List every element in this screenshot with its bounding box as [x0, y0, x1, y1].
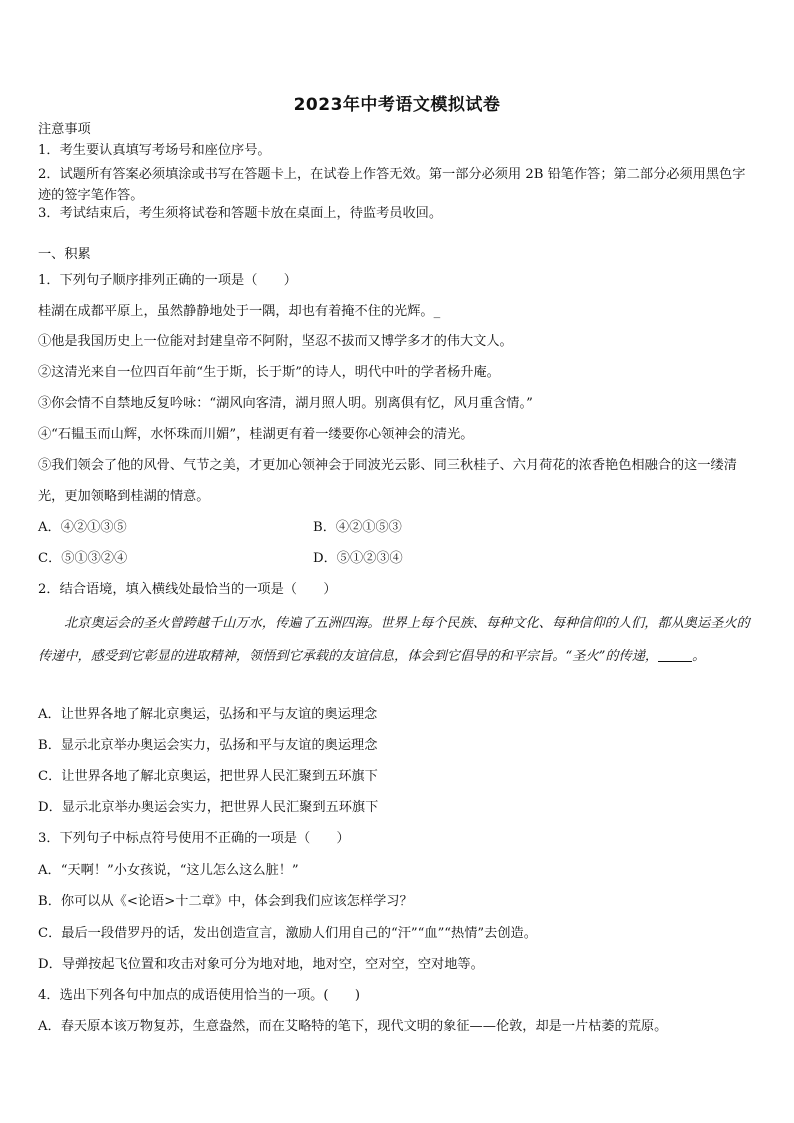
q1-sentence-2: ②这清光来自一位四百年前“生于斯，长于斯”的诗人，明代中叶的学者杨升庵。 [38, 365, 500, 380]
q2-option-a: A．让世界各地了解北京奥运，弘扬和平与友谊的奥运理念 [38, 707, 378, 722]
q2-passage-end: 。 [692, 649, 706, 664]
q1-sentence-3: ③你会情不自禁地反复吟咏：“湖风向客清，湖月照人明。别离俱有忆，风月重含情。” [38, 396, 533, 411]
q1-option-a: A．④②①③⑤ [38, 520, 127, 535]
answer-blank [658, 649, 692, 662]
notice-heading: 注意事项 [38, 122, 91, 137]
q3-option-d: D．导弹按起飞位置和攻击对象可分为地对地，地对空，空对空，空对地等。 [38, 957, 484, 972]
q4-option-a: A．春天原本该万物复苏，生意盎然，而在艾略特的笔下，现代文明的象征——伦敦，却是一片枯萎的荒原。 [38, 1019, 668, 1034]
notice-item-3: 3．考试结束后，考生须将试卷和答题卡放在桌面上，待监考员收回。 [38, 206, 443, 221]
q1-option-d: D．⑤①②③④ [313, 551, 403, 566]
q2-option-d: D．显示北京举办奥运会实力，把世界人民汇聚到五环旗下 [38, 800, 379, 815]
q2-stem: 2．结合语境，填入横线处最恰当的一项是（ ） [38, 582, 337, 597]
notice-item-2: 2．试题所有答案必须填涂或书写在答题卡上，在试卷上作答无效。第一部分必须用 2B 铅笔作答；第二部分必须用黑色字迹的签字笔作答。 [38, 167, 746, 203]
q1-option-b: B．④②①⑤③ [313, 520, 402, 535]
q1-option-c: C．⑤①③②④ [38, 551, 128, 566]
q2-option-c: C．让世界各地了解北京奥运，把世界人民汇聚到五环旗下 [38, 769, 378, 784]
q3-option-b: B．你可以从《<论语>十二章》中，体会到我们应该怎样学习？ [38, 894, 413, 909]
q1-sentence-1: ①他是我国历史上一位能对封建皇帝不阿附，坚忍不拔而又博学多才的伟大文人。 [38, 334, 513, 349]
q2-passage [38, 607, 756, 673]
q3-stem: 3．下列句子中标点符号使用不正确的一项是（ ） [38, 831, 350, 846]
notice-item-1: 1．考生要认真填写考场号和座位序号。 [38, 143, 271, 158]
q1-stem: 1．下列句子顺序排列正确的一项是（ ） [38, 273, 297, 288]
q3-option-c: C．最后一段借罗丹的话，发出创造宣言，激励人们用自己的“汗”“血”“热情”去创造。 [38, 926, 537, 941]
q2-passage-text: 北京奥运会的圣火曾跨越千山万水，传遍了五洲四海。世界上每个民族、每种文化、每种信仰的人们，都从奥运圣火的传递中，感受到它彰显的进取精神，领悟到它承载的友谊信息，体会到它倡导的和平宗旨。“圣火”的传递， [38, 616, 750, 664]
q1-sentence-4: ④“石韫玉而山辉，水怀珠而川媚”，桂湖更有着一缕要你心领神会的清光。 [38, 427, 474, 442]
q2-option-b: B．显示北京举办奥运会实力，弘扬和平与友谊的奥运理念 [38, 738, 378, 753]
q4-stem: 4．选出下列各句中加点的成语使用恰当的一项。( ) [38, 988, 360, 1003]
q1-sentence-5: ⑤我们领会了他的风骨、气节之美，才更加心领神会于同波光云影、同三秋桂子、六月荷花的浓香艳色相融合的这一缕清光，更加领略到桂湖的情意。 [38, 458, 737, 504]
q3-option-a: A．“天啊！”小女孩说，“这儿怎么这么脏！” [38, 863, 299, 878]
q1-lead: 桂湖在成都平原上，虽然静静地处于一隅，却也有着掩不住的光辉。_ [38, 304, 441, 319]
page-title: 2023年中考语文模拟试卷 [293, 95, 501, 115]
section-heading: 一、积累 [38, 247, 91, 262]
